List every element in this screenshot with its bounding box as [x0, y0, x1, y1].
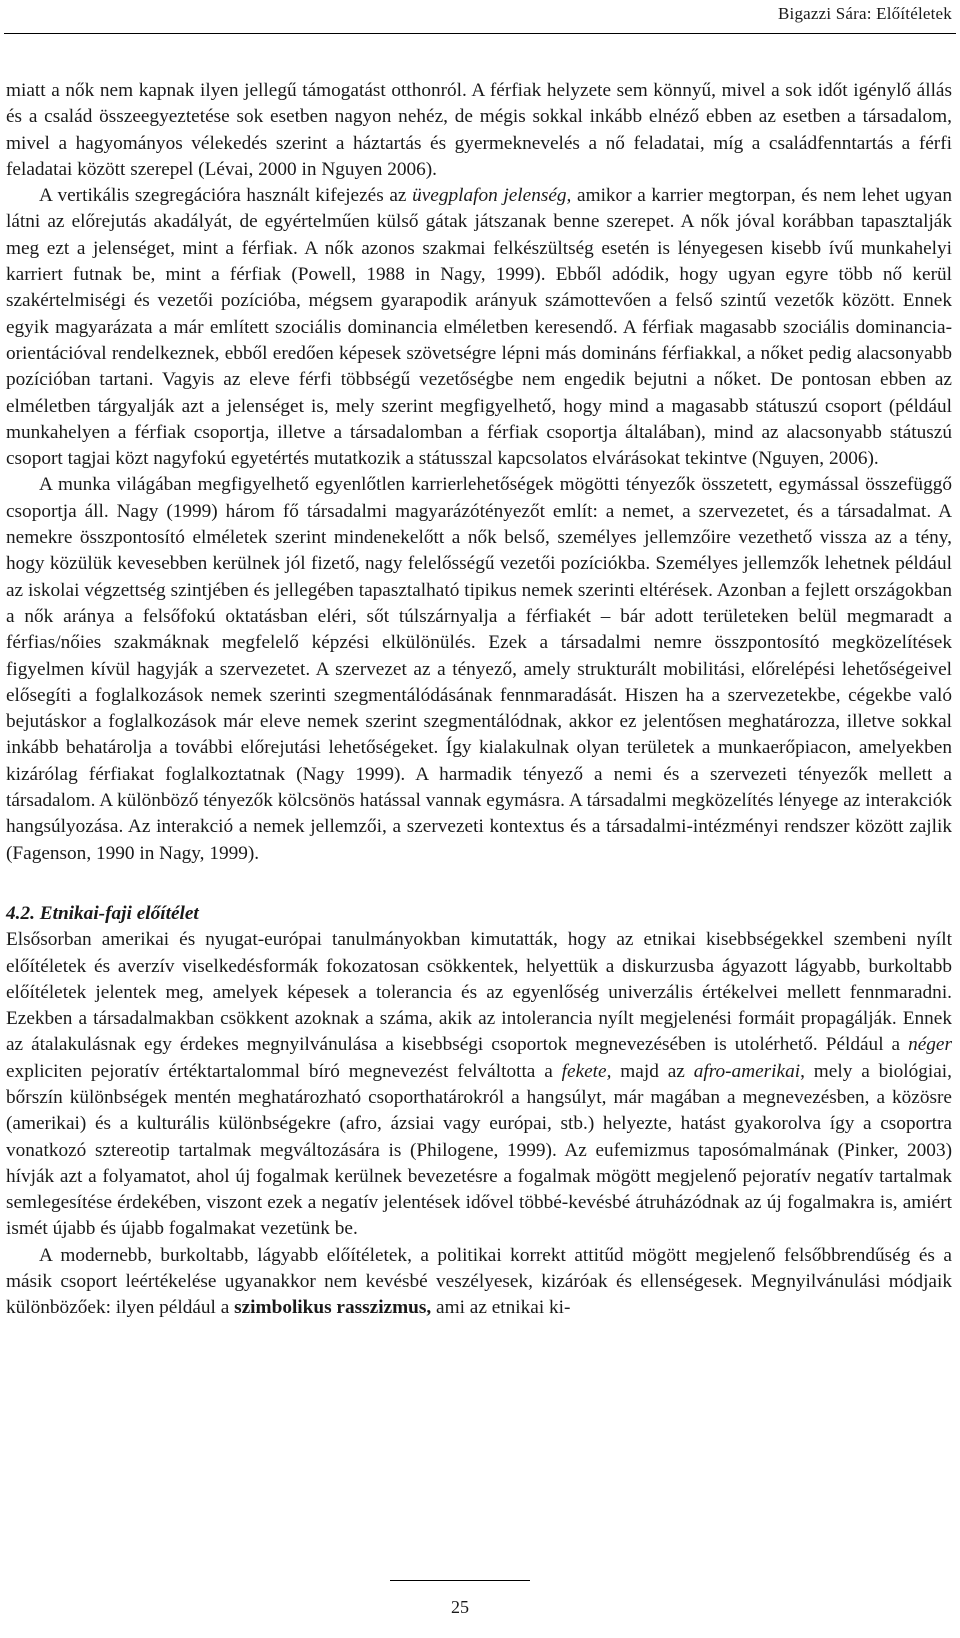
page-number: 25	[451, 1597, 469, 1617]
header-divider	[4, 33, 956, 34]
paragraph-modern-prejudice	[6, 1243, 952, 1322]
body-text	[6, 78, 952, 1322]
emphasis-term: afro-amerikai	[693, 1060, 801, 1082]
bold-term: szimbolikus rasszizmus,	[234, 1297, 432, 1319]
paragraph-ethnic-prejudice	[6, 927, 952, 1243]
text-run: Elsősorban amerikai és nyugat-európai tanulmányokban kimutatták, hogy az etnikai kisebbségekkel szembeni nyílt előítéletek és averzív viselkedésformák fokozatosan csökkentek, helyettük a diskurzusba ágyazott lágyabb, burkoltabb előítéletek jelentek meg, amelyek képesek a tolerancia és az egyenlőség univerzális értékelvei mellett fennmaradni. Ezekben a társadalmakban csökkent azoknak a száma, akik az intolerancia nyílt megjelenési formáit propagálják. Ennek az átalakulásnak egy érdekes megnyilvánulása a kisebbségi csoportok megnevezésében is utolérhető. Például a	[6, 929, 952, 1056]
text-run: A vertikális szegregációra használt kifejezés az	[39, 185, 413, 207]
paragraph-glass-ceiling	[6, 183, 952, 472]
text-run: , mely a biológiai, bőrszín különbségek mentén meghatározható csoporthatárokról a hangsúlyt, már magában a megnevezésben, a közösre (amerikai) és a kulturális különbségekre (afro, ázsiai vagy európai, stb.) helyezte, hatást gyakorolva így a csoportra vonatkozó sztereotip tartalmak megváltozására is (Philogene, 1999). Az eufemizmus taposómalmának (Pinker, 2003) hívják azt a folyamatot, ahol új fogalmak kerülnek bevezetésre a fogalmak mögött megjelenő pejoratív negatív tartalmak semlegesítése érdekében, viszont ezek a negatív jelentések idővel többé-kevésbé átruházódnak az új fogalmakra is, amiért ismét újabb és újabb fogalmakat vezetünk be.	[6, 1060, 952, 1240]
emphasis-term: néger	[908, 1034, 952, 1056]
emphasis-term: fekete,	[561, 1060, 612, 1082]
footer-divider	[390, 1580, 530, 1581]
section-heading: 4.2. Etnikai-faji előítélet	[6, 902, 199, 924]
paragraph-continuation: miatt a nők nem kapnak ilyen jellegű támogatást otthonról. A férfiak helyzete sem könnyű, mivel a sok időt igénylő állás és a család összeegyeztetése sok esetben nagyon nehéz, de mégis sokkal inkább elnéző ebben az esetben a társadalom, mivel a hagyományos vélekedés szerint a háztartás és gyermeknevelés a nő feladatai, míg a családfenntartás a férfi feladatai között szerepel (Lévai, 2000 in Nguyen 2006).	[6, 80, 952, 180]
paragraph-career-factors: A munka világában megfigyelhető egyenlőtlen karrierlehetőségek mögötti tényezők összetett, egymással összefüggő csoportja áll. Nagy (1999) három fő társadalmi magyarázótényezőt említ: a nemet, a szervezetet, és a társadalmat. A nemekre összpontosító elméletek szerint mindenekelőtt a nők belső, személyes jellemzőire vezethető vissza az a tény, hogy közülük kevesebben kerülnek jól fizető, nagy felelősségű vezetői pozíciókba. Személyes jellemzők lehetnek például az iskolai végzettség szintjében és jellegében tapasztalható tipikus nemek szerinti eltérések. Azonban a fejlett országokban a nők aránya a felsőfokú oktatásban eléri, sőt túlszárnyalja a férfiakét – bár adott területeken belül megmaradt a férfias/nőies szakmáknak megfelelő képzési elkülönülés. Ezek a társadalmi nemre összpontosító megközelítések figyelmen kívül hagyják a szervezetet. A szervezet az a tényező, amely strukturált mobilitási, előrelépési lehetőségeivel elősegíti a foglalkozások nemek szerinti szegmentálódásának fennmaradását. Hiszen ha a szervezetekbe, cégekbe való bejutáskor a foglalkozások már eleve nemek szerint szegmentálódnak, akkor ez jelentősen meghatározza, illetve sokkal inkább behatárolja a további előrejutási lehetőségeket. Így kialakulnak olyan területek a munkaerőpiacon, amelyekben kizárólag férfiakat foglalkoztatnak (Nagy 1999). A harmadik tényező a nemi és a szervezeti tényezők mellett a társadalom. A különböző tényezők kölcsönös hatással vannak egymásra. A társadalmi megközelítés lényege az interakciók hangsúlyozása. Az interakció a nemek jellemzői, a szervezeti kontextus és a társadalmi-intézményi rendszer között zajlik (Fagenson, 1990 in Nagy, 1999).	[6, 474, 952, 864]
text-run: ami az etnikai ki-	[431, 1297, 571, 1319]
running-header: Bigazzi Sára: Előítéletek	[778, 4, 952, 23]
text-run: expliciten pejoratív értéktartalommal bíró megnevezést felváltotta a	[6, 1060, 562, 1082]
text-run: A modernebb, burkoltabb, lágyabb előítéletek, a politikai korrekt attitűd mögött megjelenő felsőbbrendűség és a másik csoport leértékelése ugyanakkor nem kevésbé veszélyesek, kizáróak és ellenségesek. Megnyilvánulási módjaik különbözőek: ilyen például a	[6, 1244, 952, 1319]
text-run: majd az	[611, 1060, 694, 1082]
text-run: amikor a karrier megtorpan, és nem lehet ugyan látni az előrejutás akadályát, de egyértelműen külső gátak játszanak benne szerepet. A nők jóval korábban tapasztalják meg ezt a jelenséget, mint a férfiak. A nők azonos szakmai felkészültség esetén is lényegesen kisebb ívű munkahelyi karriert futnak be, mint a férfiak (Powell, 1988 in Nagy, 1999). Ebből adódik, hogy ugyan egyre több nő kerül szakértelmiségi és vezetői pozícióba, mégsem gyarapodik arányuk számottevően a felső szintű vezetők között. Ennek egyik magyarázata a már említett szociális dominancia elméletben keresendő. A férfiak magasabb szociális dominancia-orientációval rendelkeznek, ebből eredően képesek szövetségre lépni más domináns férfiakkal, a nőket pedig alacsonyabb pozícióban tartani. Vagyis az eleve férfi többségű vezetőségbe nem engedik bejutni a nőket. De pontosan ebben az elméletben tárgyalják azt a jelenséget is, mely szerint megfigyelhető, hogy mind a magasabb státuszú csoport (például munkahelyen a férfiak csoportja, illetve a társadalomban a férfiak csoportja általában), mind az alacsonyabb státuszú csoport tagjai közt nagyfokú egyetértés mutatkozik a státusszal kapcsolatos elvárásokat tekintve (Nguyen, 2006).	[6, 185, 952, 470]
emphasis-term: üvegplafon jelenség,	[412, 185, 572, 207]
